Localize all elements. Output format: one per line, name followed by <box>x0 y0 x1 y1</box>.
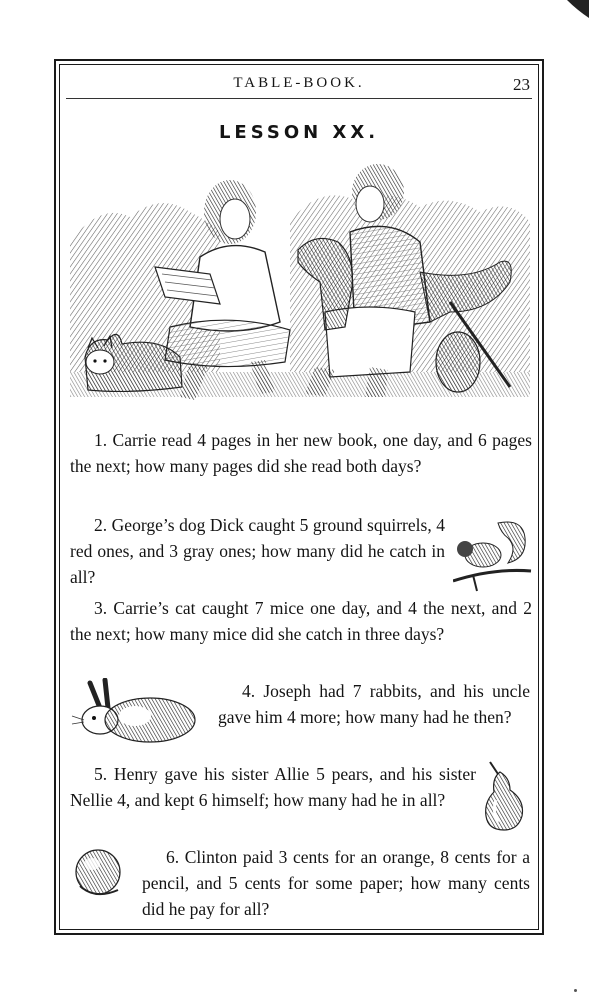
problem-4-text: 4. Joseph had 7 rabbits, and his uncle gave him 4 more; how many had he then? <box>218 681 530 727</box>
running-head <box>66 72 532 99</box>
problem-5 <box>70 761 476 813</box>
problem-3 <box>70 595 532 647</box>
children-dog-cat-illustration <box>70 162 530 407</box>
rabbit-illustration <box>70 678 205 748</box>
squirrel-illustration <box>453 513 533 593</box>
page-corner-shadow <box>559 0 589 18</box>
orange-illustration <box>70 842 130 902</box>
problem-6-text: 6. Clinton paid 3 cents for an orange, 8 cents for a pencil, and 5 cents for some paper; how many cents did he pay for all? <box>142 847 530 919</box>
problem-1 <box>70 427 532 479</box>
problem-4 <box>218 678 530 730</box>
problem-2-text: 2. George’s dog Dick caught 5 ground squirrels, 4 red ones, and 3 gray ones; how many did he catch in all? <box>70 515 445 587</box>
problem-6 <box>142 844 530 922</box>
lesson-title: LESSON XX. <box>218 122 380 143</box>
problem-2 <box>70 512 445 590</box>
problem-5-text: 5. Henry gave his sister Allie 5 pears, and his sister Nellie 4, and kept 6 himself; how many had he in all? <box>70 764 476 810</box>
page-number: 23 <box>513 75 530 94</box>
problem-1-text: 1. Carrie read 4 pages in her new book, one day, and 6 pages the next; how many pages did she read both days? <box>70 430 532 476</box>
pear-illustration <box>480 760 530 832</box>
problem-3-text: 3. Carrie’s cat caught 7 mice one day, and 4 the next, and 2 the next; how many mice did she catch in three days? <box>70 598 532 644</box>
ink-speck <box>574 989 577 992</box>
running-title: TABLE-BOOK. <box>233 75 365 91</box>
